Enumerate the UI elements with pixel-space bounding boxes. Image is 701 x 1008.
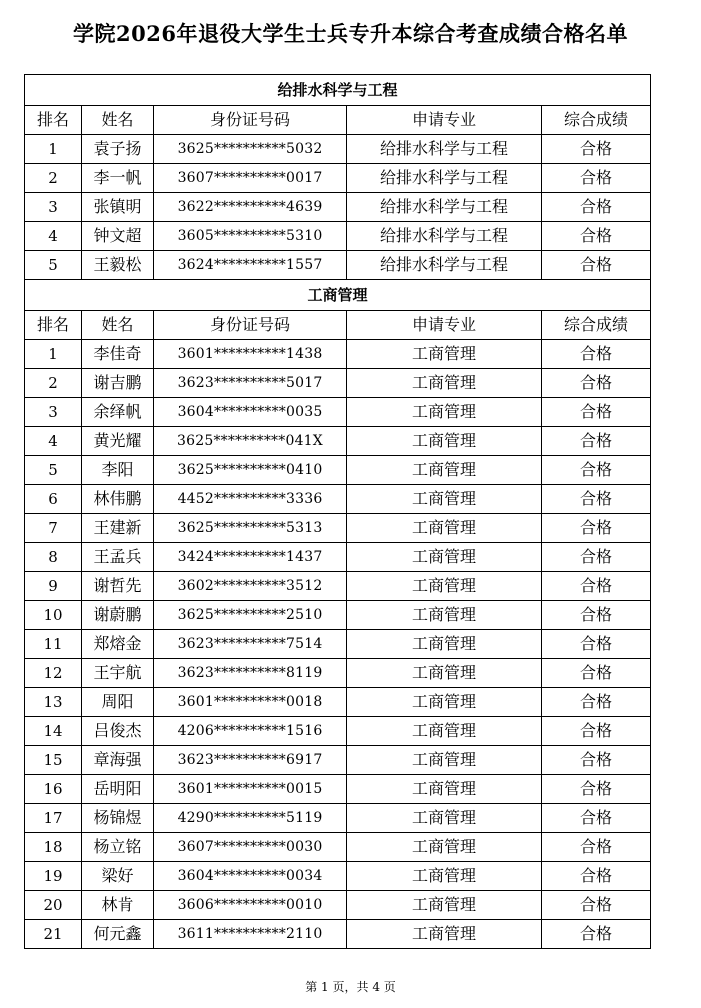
id-number-cell: 4206**********1516 [154, 717, 347, 746]
score-cell: 合格 [542, 164, 651, 193]
name-cell: 袁子扬 [82, 135, 154, 164]
name-cell: 王建新 [82, 514, 154, 543]
name-cell: 章海强 [82, 746, 154, 775]
major-cell: 工商管理 [347, 833, 542, 862]
id-number-cell: 3622**********4639 [154, 193, 347, 222]
column-header-id: 身份证号码 [154, 106, 347, 135]
rank-cell: 17 [25, 804, 82, 833]
section-title-row [25, 75, 651, 106]
major-cell: 工商管理 [347, 804, 542, 833]
major-cell: 工商管理 [347, 891, 542, 920]
table-row [25, 572, 651, 601]
table-row [25, 775, 651, 804]
table-row [25, 193, 651, 222]
table-row [25, 135, 651, 164]
column-header-name: 姓名 [82, 106, 154, 135]
major-cell: 给排水科学与工程 [347, 164, 542, 193]
major-cell: 工商管理 [347, 427, 542, 456]
score-cell: 合格 [542, 514, 651, 543]
score-cell: 合格 [542, 485, 651, 514]
column-header-rank: 排名 [25, 106, 82, 135]
score-cell: 合格 [542, 862, 651, 891]
rank-cell: 18 [25, 833, 82, 862]
name-cell: 谢吉鹏 [82, 369, 154, 398]
id-number-cell: 3601**********1438 [154, 340, 347, 369]
major-cell: 工商管理 [347, 514, 542, 543]
rank-cell: 6 [25, 485, 82, 514]
section-title: 工商管理 [25, 280, 651, 311]
rank-cell: 3 [25, 398, 82, 427]
id-number-cell: 3625**********0410 [154, 456, 347, 485]
major-cell: 工商管理 [347, 572, 542, 601]
major-cell: 工商管理 [347, 630, 542, 659]
score-cell: 合格 [542, 659, 651, 688]
table-row [25, 746, 651, 775]
score-cell: 合格 [542, 891, 651, 920]
major-cell: 工商管理 [347, 746, 542, 775]
name-cell: 李一帆 [82, 164, 154, 193]
score-cell: 合格 [542, 601, 651, 630]
major-cell: 工商管理 [347, 775, 542, 804]
name-cell: 杨锦煜 [82, 804, 154, 833]
id-number-cell: 4452**********3336 [154, 485, 347, 514]
score-cell: 合格 [542, 630, 651, 659]
id-number-cell: 3602**********3512 [154, 572, 347, 601]
table-row [25, 543, 651, 572]
column-header-row [25, 311, 651, 340]
table-row [25, 164, 651, 193]
major-cell: 工商管理 [347, 688, 542, 717]
name-cell: 周阳 [82, 688, 154, 717]
major-cell: 工商管理 [347, 456, 542, 485]
table-row [25, 398, 651, 427]
rank-cell: 10 [25, 601, 82, 630]
table-row [25, 601, 651, 630]
rank-cell: 8 [25, 543, 82, 572]
rank-cell: 12 [25, 659, 82, 688]
major-cell: 工商管理 [347, 601, 542, 630]
id-number-cell: 3623**********6917 [154, 746, 347, 775]
table-row [25, 833, 651, 862]
id-number-cell: 3604**********0034 [154, 862, 347, 891]
name-cell: 谢蔚鹏 [82, 601, 154, 630]
name-cell: 余绎帆 [82, 398, 154, 427]
name-cell: 钟文超 [82, 222, 154, 251]
id-number-cell: 3625**********041X [154, 427, 347, 456]
column-header-major: 申请专业 [347, 106, 542, 135]
id-number-cell: 3623**********5017 [154, 369, 347, 398]
table-row [25, 630, 651, 659]
column-header-row [25, 106, 651, 135]
table-row [25, 427, 651, 456]
score-cell: 合格 [542, 572, 651, 601]
major-cell: 工商管理 [347, 920, 542, 949]
id-number-cell: 3606**********0010 [154, 891, 347, 920]
score-cell: 合格 [542, 717, 651, 746]
column-header-name: 姓名 [82, 311, 154, 340]
table-row [25, 717, 651, 746]
rank-cell: 1 [25, 135, 82, 164]
rank-cell: 5 [25, 251, 82, 280]
column-header-major: 申请专业 [347, 311, 542, 340]
score-cell: 合格 [542, 920, 651, 949]
name-cell: 岳明阳 [82, 775, 154, 804]
results-table-body [25, 75, 651, 949]
rank-cell: 15 [25, 746, 82, 775]
id-number-cell: 3625**********5313 [154, 514, 347, 543]
table-row [25, 514, 651, 543]
major-cell: 工商管理 [347, 862, 542, 891]
id-number-cell: 3625**********5032 [154, 135, 347, 164]
name-cell: 何元鑫 [82, 920, 154, 949]
id-number-cell: 3625**********2510 [154, 601, 347, 630]
page-number: 第 1 页，共 4 页 [305, 980, 396, 994]
column-header-id: 身份证号码 [154, 311, 347, 340]
name-cell: 李佳奇 [82, 340, 154, 369]
score-cell: 合格 [542, 456, 651, 485]
name-cell: 林肯 [82, 891, 154, 920]
table-row [25, 804, 651, 833]
rank-cell: 21 [25, 920, 82, 949]
name-cell: 梁好 [82, 862, 154, 891]
rank-cell: 2 [25, 164, 82, 193]
rank-cell: 3 [25, 193, 82, 222]
column-header-score: 综合成绩 [542, 311, 651, 340]
section-title: 给排水科学与工程 [25, 75, 651, 106]
column-header-score: 综合成绩 [542, 106, 651, 135]
major-cell: 工商管理 [347, 369, 542, 398]
score-cell: 合格 [542, 688, 651, 717]
score-cell: 合格 [542, 340, 651, 369]
id-number-cell: 3623**********7514 [154, 630, 347, 659]
name-cell: 吕俊杰 [82, 717, 154, 746]
name-cell: 王孟兵 [82, 543, 154, 572]
rank-cell: 19 [25, 862, 82, 891]
major-cell: 工商管理 [347, 340, 542, 369]
id-number-cell: 3624**********1557 [154, 251, 347, 280]
id-number-cell: 3601**********0018 [154, 688, 347, 717]
table-row [25, 340, 651, 369]
table-row [25, 862, 651, 891]
score-cell: 合格 [542, 543, 651, 572]
rank-cell: 5 [25, 456, 82, 485]
document-title: 学院2026年退役大学生士兵专升本综合考查成绩合格名单 [73, 21, 628, 46]
score-cell: 合格 [542, 746, 651, 775]
major-cell: 给排水科学与工程 [347, 222, 542, 251]
score-cell: 合格 [542, 398, 651, 427]
name-cell: 张镇明 [82, 193, 154, 222]
major-cell: 给排水科学与工程 [347, 251, 542, 280]
score-cell: 合格 [542, 427, 651, 456]
results-table [24, 74, 651, 949]
id-number-cell: 3605**********5310 [154, 222, 347, 251]
rank-cell: 1 [25, 340, 82, 369]
table-row [25, 251, 651, 280]
name-cell: 杨立铭 [82, 833, 154, 862]
name-cell: 王毅松 [82, 251, 154, 280]
score-cell: 合格 [542, 222, 651, 251]
score-cell: 合格 [542, 135, 651, 164]
table-row [25, 920, 651, 949]
name-cell: 林伟鹏 [82, 485, 154, 514]
table-row [25, 891, 651, 920]
major-cell: 工商管理 [347, 717, 542, 746]
name-cell: 郑熔金 [82, 630, 154, 659]
table-row [25, 485, 651, 514]
id-number-cell: 3611**********2110 [154, 920, 347, 949]
id-number-cell: 3601**********0015 [154, 775, 347, 804]
rank-cell: 14 [25, 717, 82, 746]
rank-cell: 13 [25, 688, 82, 717]
rank-cell: 2 [25, 369, 82, 398]
rank-cell: 4 [25, 427, 82, 456]
rank-cell: 11 [25, 630, 82, 659]
major-cell: 工商管理 [347, 543, 542, 572]
table-row [25, 222, 651, 251]
rank-cell: 4 [25, 222, 82, 251]
major-cell: 给排水科学与工程 [347, 135, 542, 164]
score-cell: 合格 [542, 804, 651, 833]
major-cell: 工商管理 [347, 398, 542, 427]
name-cell: 王宇航 [82, 659, 154, 688]
score-cell: 合格 [542, 193, 651, 222]
score-cell: 合格 [542, 833, 651, 862]
rank-cell: 9 [25, 572, 82, 601]
section-title-row [25, 280, 651, 311]
name-cell: 李阳 [82, 456, 154, 485]
score-cell: 合格 [542, 369, 651, 398]
table-row [25, 688, 651, 717]
id-number-cell: 3604**********0035 [154, 398, 347, 427]
table-row [25, 659, 651, 688]
id-number-cell: 3607**********0030 [154, 833, 347, 862]
major-cell: 工商管理 [347, 659, 542, 688]
major-cell: 工商管理 [347, 485, 542, 514]
table-row [25, 456, 651, 485]
id-number-cell: 3424**********1437 [154, 543, 347, 572]
id-number-cell: 3623**********8119 [154, 659, 347, 688]
score-cell: 合格 [542, 775, 651, 804]
score-cell: 合格 [542, 251, 651, 280]
name-cell: 谢哲先 [82, 572, 154, 601]
column-header-rank: 排名 [25, 311, 82, 340]
table-row [25, 369, 651, 398]
rank-cell: 20 [25, 891, 82, 920]
id-number-cell: 3607**********0017 [154, 164, 347, 193]
name-cell: 黄光耀 [82, 427, 154, 456]
rank-cell: 7 [25, 514, 82, 543]
rank-cell: 16 [25, 775, 82, 804]
id-number-cell: 4290**********5119 [154, 804, 347, 833]
major-cell: 给排水科学与工程 [347, 193, 542, 222]
